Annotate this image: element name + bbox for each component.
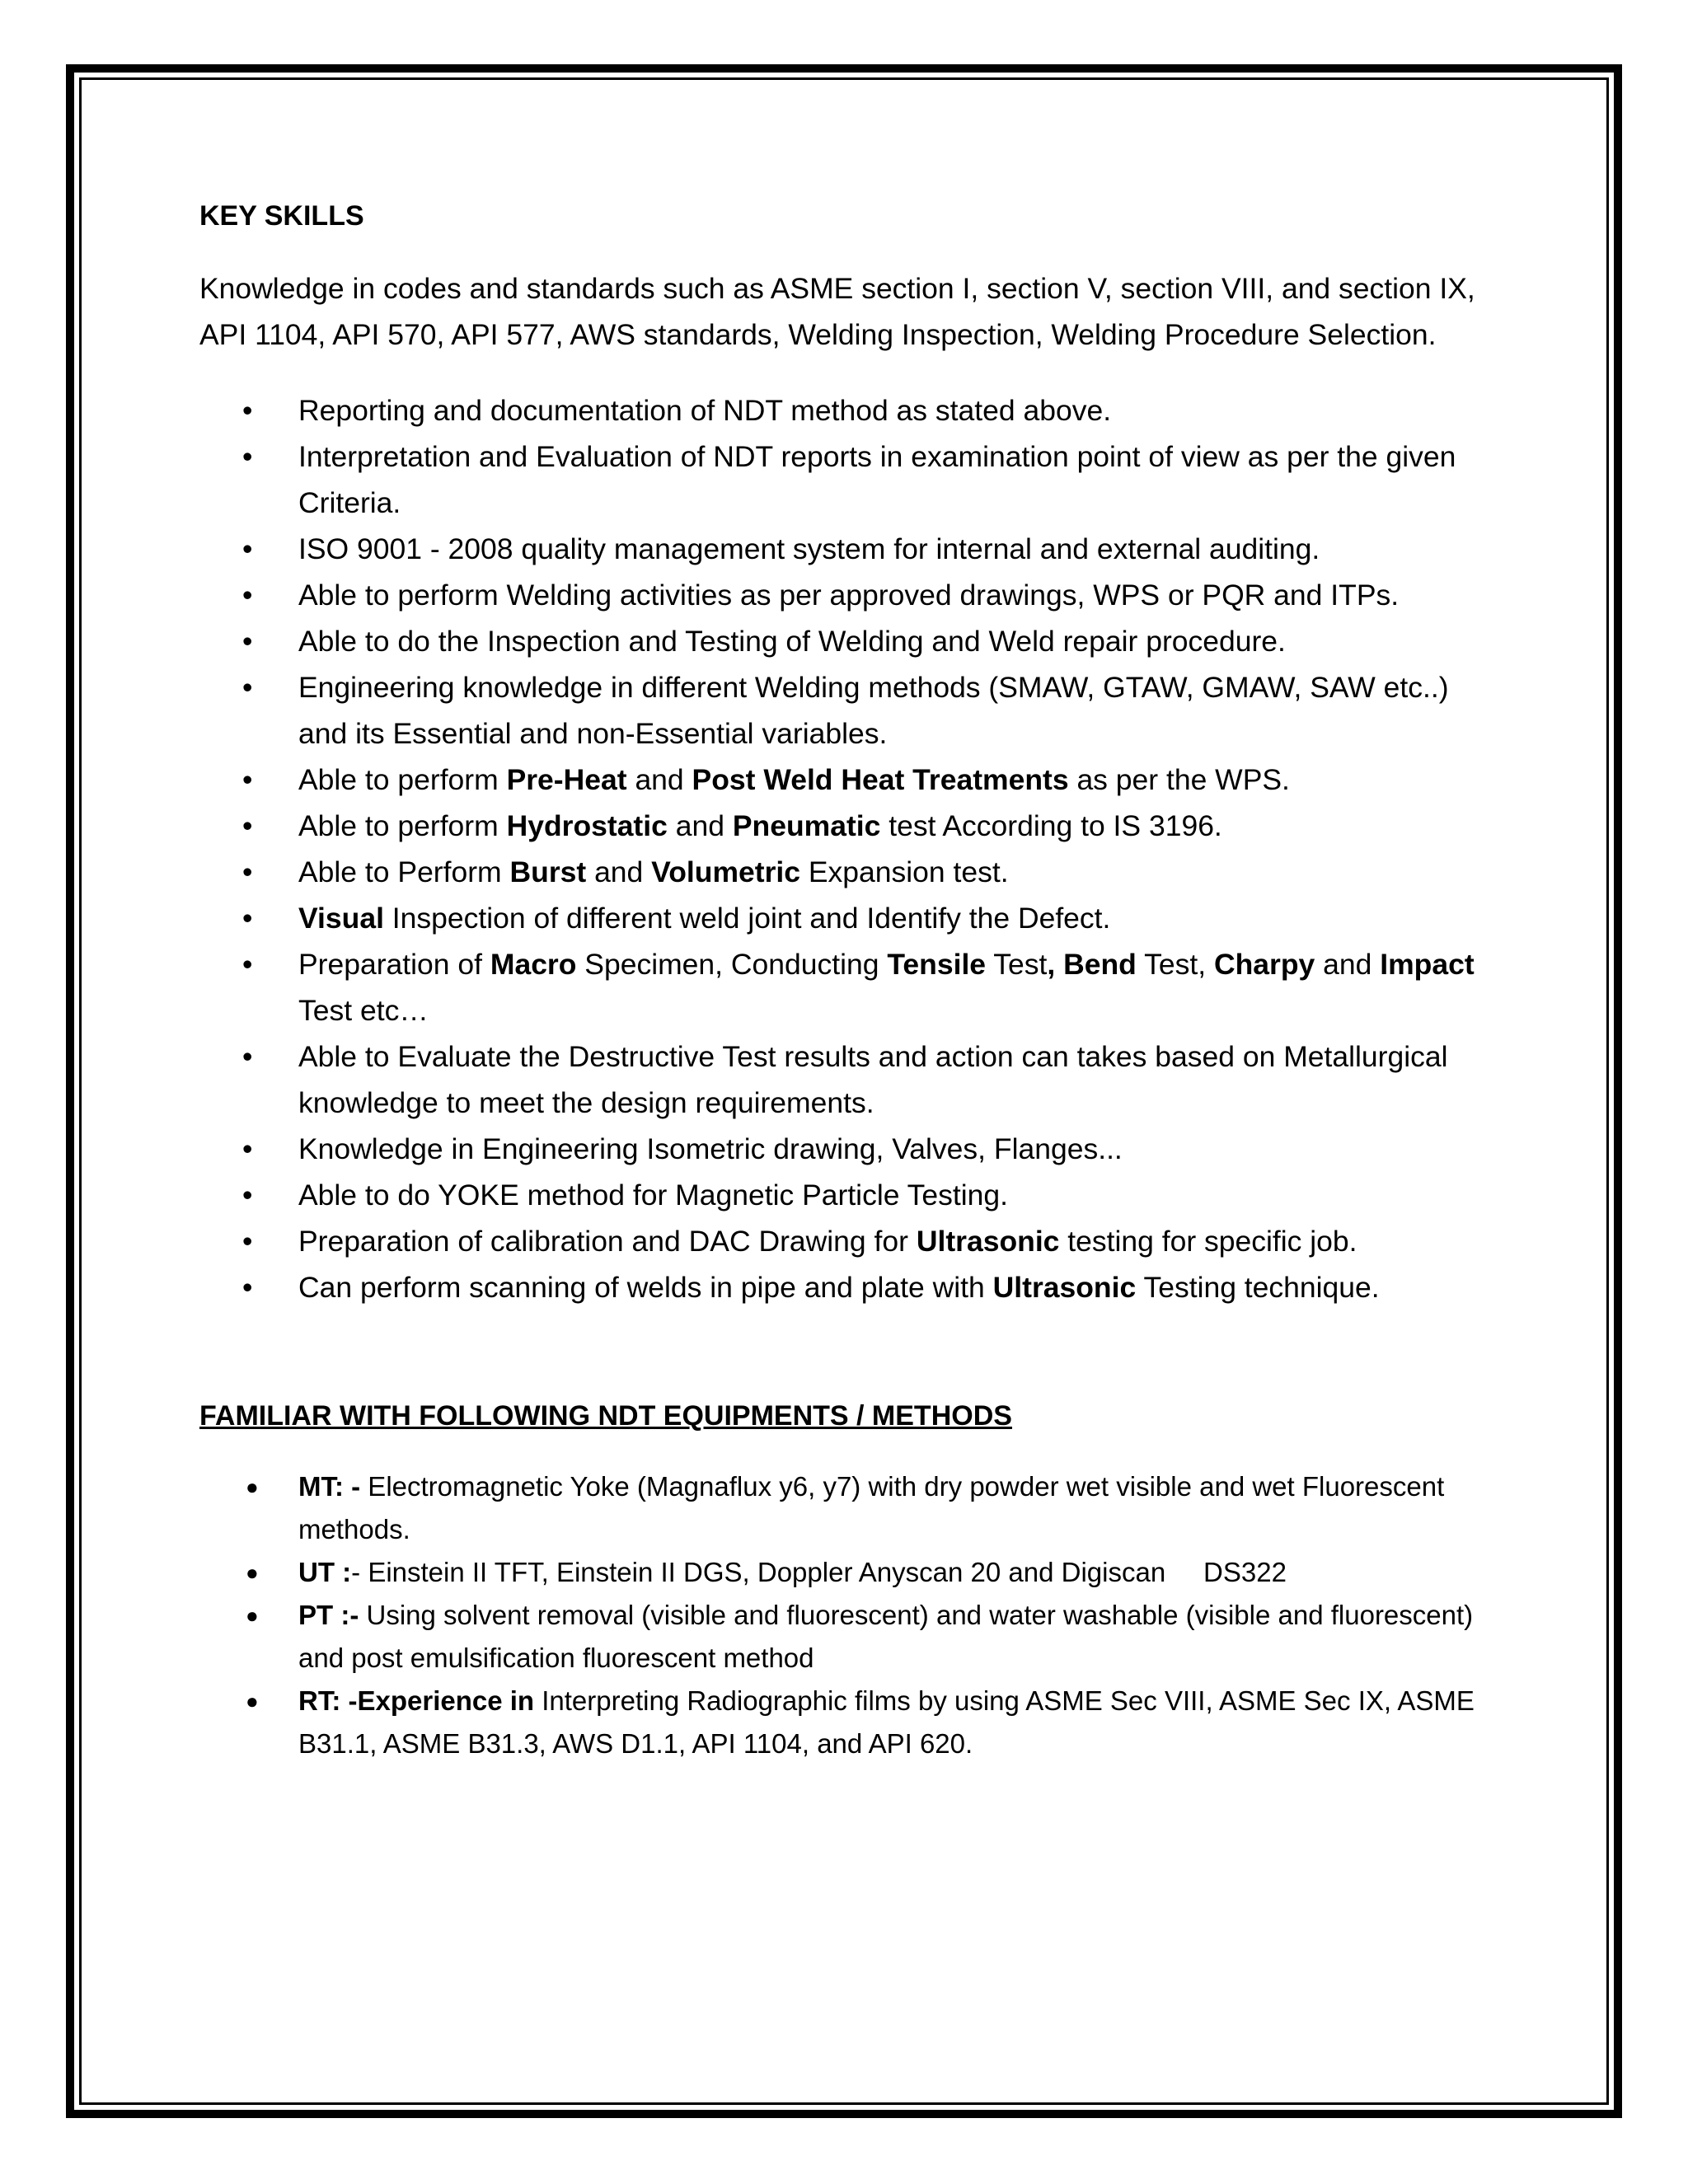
bold-text: Burst: [509, 855, 587, 888]
bullet-icon: •: [242, 902, 253, 935]
text-run: Test,: [1136, 948, 1214, 981]
skill-item: [199, 664, 1502, 757]
bold-text: MT: -: [298, 1471, 361, 1502]
text-run: and: [626, 763, 692, 796]
bullet-icon: •: [242, 440, 253, 473]
text-run: ISO 9001 - 2008 quality management system for internal and external auditing.: [298, 532, 1320, 565]
skill-item: [199, 434, 1502, 526]
text-run: Able to do the Inspection and Testing of Welding and Weld repair procedure.: [298, 625, 1286, 658]
bold-text: Impact: [1380, 948, 1475, 981]
bold-text: Post Weld Heat Treatments: [692, 763, 1069, 796]
text-run: - Einstein II TFT, Einstein II DGS, Doppler Anyscan 20 and Digiscan DS322: [351, 1557, 1287, 1587]
bullet-icon: •: [242, 579, 253, 612]
bullet-icon: ●: [246, 1560, 259, 1585]
skill-item: [199, 941, 1502, 1033]
text-run: Interpreting Radiographic films by using ASME Sec VIII, ASME Sec IX, ASME B31.1, ASME B31.3, AWS D1.1, API 1104, and API 620.: [298, 1685, 1475, 1759]
skill-item: [199, 572, 1502, 618]
bold-text: , Bend: [1047, 948, 1137, 981]
bullet-icon: •: [242, 1179, 253, 1212]
bullet-icon: •: [242, 625, 253, 658]
text-run: Inspection of different weld joint and Identify the Defect.: [383, 902, 1111, 935]
bullet-icon: ●: [246, 1474, 259, 1499]
bullet-icon: •: [242, 1040, 253, 1073]
text-run: Expansion test.: [800, 855, 1009, 888]
bold-text: Tensile: [887, 948, 987, 981]
bullet-icon: •: [242, 394, 253, 427]
bullet-icon: •: [242, 671, 253, 704]
bold-text: UT :: [298, 1557, 352, 1587]
skill-item: [199, 1033, 1502, 1126]
text-run: Electromagnetic Yoke (Magnaflux y6, y7) with dry powder wet visible and wet Fluorescent methods.: [298, 1471, 1445, 1544]
bold-text: Macro: [490, 948, 577, 981]
skill-item: [199, 618, 1502, 664]
text-run: Able to Perform: [298, 855, 510, 888]
text-run: Specimen, Conducting: [576, 948, 888, 981]
bullet-icon: ●: [246, 1603, 259, 1628]
bullet-icon: •: [242, 948, 253, 981]
text-run: Test: [986, 948, 1048, 981]
text-run: Testing technique.: [1136, 1271, 1380, 1304]
bullet-icon: •: [242, 1132, 253, 1165]
skill-item: [199, 757, 1502, 803]
bullet-icon: •: [242, 532, 253, 565]
bold-text: Pneumatic: [732, 809, 881, 842]
text-run: Can perform scanning of welds in pipe and plate with: [298, 1271, 993, 1304]
text-run: test According to IS 3196.: [880, 809, 1222, 842]
text-run: and: [1315, 948, 1381, 981]
skill-item: [199, 1126, 1502, 1172]
skill-item: [199, 1172, 1502, 1218]
text-run: Able to do YOKE method for Magnetic Particle Testing.: [298, 1179, 1009, 1212]
text-run: Able to perform: [298, 763, 507, 796]
key-skills-list: [199, 387, 1502, 1310]
text-run: and: [667, 809, 733, 842]
text-run: and: [586, 855, 652, 888]
bold-text: PT :-: [298, 1600, 359, 1630]
text-run: Knowledge in Engineering Isometric drawing, Valves, Flanges...: [298, 1132, 1123, 1165]
bullet-icon: ●: [246, 1689, 259, 1713]
bold-text: Volumetric: [651, 855, 800, 888]
text-run: Engineering knowledge in different Welding methods (SMAW, GTAW, GMAW, SAW etc..) and its Essential and non-Essential variables.: [298, 671, 1449, 750]
text-run: Interpretation and Evaluation of NDT reports in examination point of view as per the given Criteria.: [298, 440, 1456, 519]
skill-item: [199, 387, 1502, 434]
ndt-method-item: [199, 1465, 1502, 1551]
text-run: Preparation of: [298, 948, 490, 981]
skill-item: [199, 895, 1502, 941]
key-skills-heading: KEY SKILLS: [199, 200, 364, 232]
ndt-method-item: [199, 1594, 1502, 1680]
skill-item: [199, 526, 1502, 572]
bold-text: Hydrostatic: [506, 809, 668, 842]
bullet-icon: •: [242, 1225, 253, 1258]
skill-item: [199, 849, 1502, 895]
bold-text: Ultrasonic: [916, 1225, 1060, 1258]
text-run: Using solvent removal (visible and fluorescent) and water washable (visible and fluorescent) and post emulsification fluorescent method: [298, 1600, 1474, 1673]
bold-text: Ultrasonic: [992, 1271, 1137, 1304]
section-gap: [199, 1310, 1502, 1398]
document-body: [199, 198, 1502, 1765]
bullet-icon: •: [242, 855, 253, 888]
text-run: Reporting and documentation of NDT method as stated above.: [298, 394, 1112, 427]
bold-text: Pre-Heat: [506, 763, 627, 796]
skill-item: [199, 1264, 1502, 1310]
text-run: testing for specific job.: [1059, 1225, 1357, 1258]
text-run: as per the WPS.: [1068, 763, 1290, 796]
text-run: Able to Evaluate the Destructive Test results and action can takes based on Metallurgical knowledge to meet the design requirements.: [298, 1040, 1448, 1119]
text-run: Preparation of calibration and DAC Drawing for: [298, 1225, 917, 1258]
ndt-method-item: [199, 1680, 1502, 1765]
skill-item: [199, 1218, 1502, 1264]
bold-text: Visual: [298, 902, 384, 935]
text-run: Able to perform: [298, 809, 507, 842]
skill-item: [199, 803, 1502, 849]
bold-text: RT: -Experience in: [298, 1685, 535, 1716]
ndt-methods-list: [199, 1465, 1502, 1765]
bullet-icon: •: [242, 1271, 253, 1304]
text-run: Able to perform Welding activities as per approved drawings, WPS or PQR and ITPs.: [298, 579, 1400, 612]
bullet-icon: •: [242, 763, 253, 796]
bold-text: Charpy: [1213, 948, 1315, 981]
bullet-icon: •: [242, 809, 253, 842]
key-skills-intro: Knowledge in codes and standards such as ASME section I, section V, section VIII, and section IX, API 1104, API 570, API 577, AWS standards, Welding Inspection, Welding Procedure Selection.: [199, 272, 1475, 351]
ndt-method-item: [199, 1551, 1502, 1594]
text-run: Test etc…: [298, 994, 429, 1027]
ndt-heading: FAMILIAR WITH FOLLOWING NDT EQUIPMENTS / METHODS: [199, 1400, 1012, 1432]
